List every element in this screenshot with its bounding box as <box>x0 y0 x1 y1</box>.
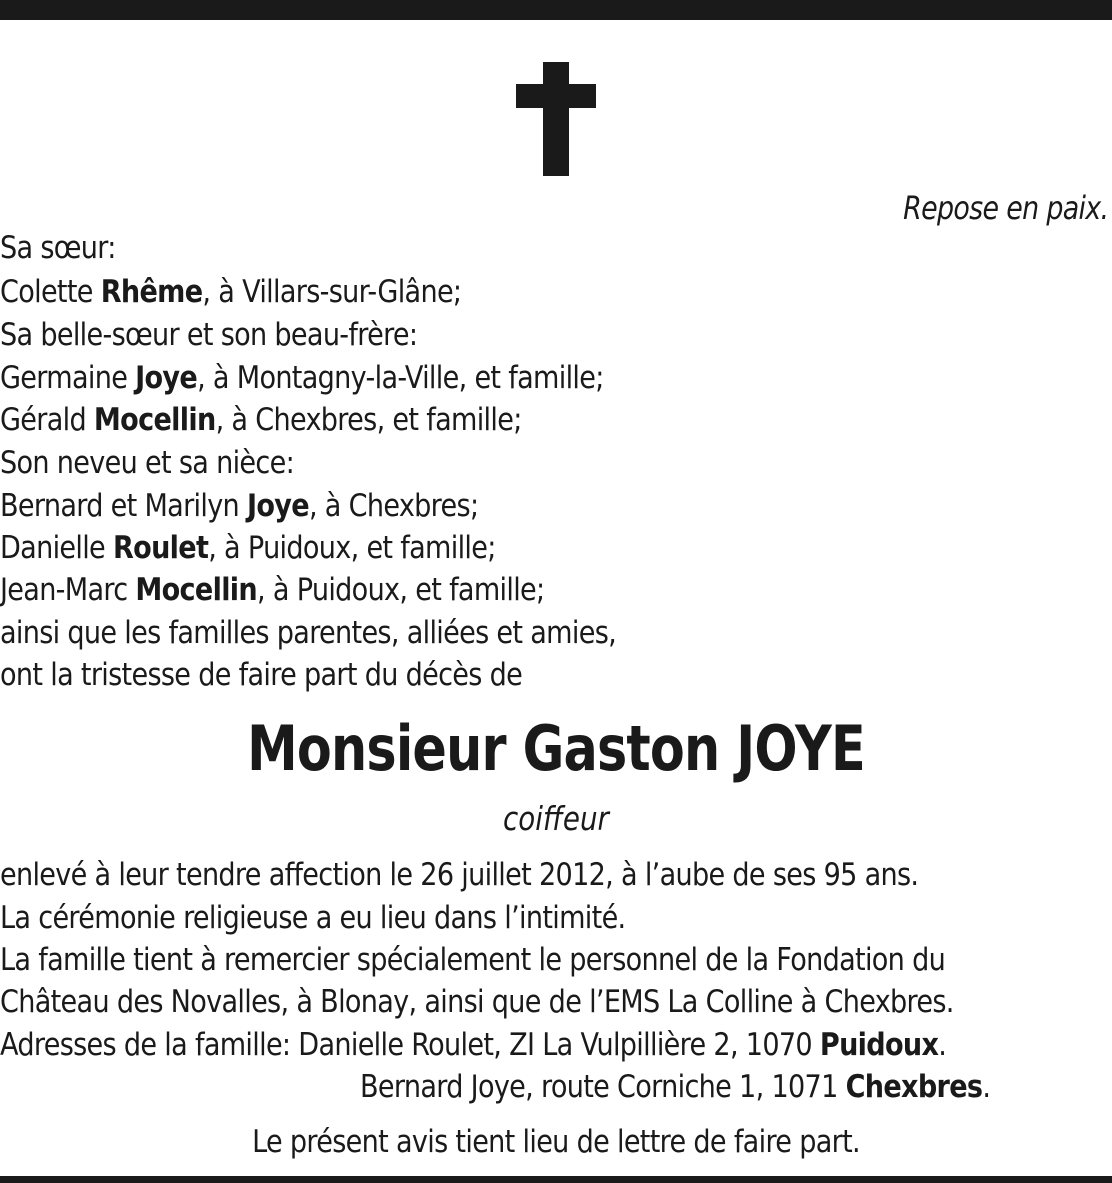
profession: coiffeur <box>503 799 609 838</box>
closing-note: Le présent avis tient lieu de lettre de faire part. <box>252 1124 860 1160</box>
deceased-name: Monsieur Gaston JOYE <box>247 712 865 785</box>
family-line: Colette Rhême, à Villars-sur-Glâne; <box>0 274 462 310</box>
notice-text-line: Château des Novalles, à Blonay, ainsi que de l’EMS La Colline à Chexbres. <box>0 984 954 1020</box>
family-line: Sa belle-sœur et son beau-frère: <box>0 317 418 353</box>
bottom-border <box>0 1176 1112 1183</box>
notice-text-line: La cérémonie religieuse a eu lieu dans l’intimité. <box>0 900 626 936</box>
family-line: Germaine Joye, à Montagny-la-Ville, et famille; <box>0 360 604 396</box>
notice-text-line: enlevé à leur tendre affection le 26 juillet 2012, à l’aube de ses 95 ans. <box>0 857 919 893</box>
family-line: Sa sœur: <box>0 230 116 266</box>
family-line: Gérald Mocellin, à Chexbres, et famille; <box>0 402 522 438</box>
family-line: Danielle Roulet, à Puidoux, et famille; <box>0 530 496 566</box>
family-line: ainsi que les familles parentes, alliées et amies, <box>0 615 617 651</box>
epigraph: Repose en paix. <box>902 189 1108 227</box>
family-address-line: Adresses de la famille: Danielle Roulet, ZI La Vulpillière 2, 1070 Puidoux. <box>0 1027 947 1063</box>
cross-icon <box>516 62 596 176</box>
notice-text-line: La famille tient à remercier spécialement le personnel de la Fondation du <box>0 942 946 978</box>
family-line: ont la tristesse de faire part du décès de <box>0 657 523 693</box>
family-line: Jean-Marc Mocellin, à Puidoux, et famille; <box>0 572 545 608</box>
top-border <box>0 0 1112 20</box>
family-address-line: Bernard Joye, route Corniche 1, 1071 Chexbres. <box>360 1069 991 1105</box>
family-line: Son neveu et sa nièce: <box>0 445 295 481</box>
family-line: Bernard et Marilyn Joye, à Chexbres; <box>0 488 479 524</box>
